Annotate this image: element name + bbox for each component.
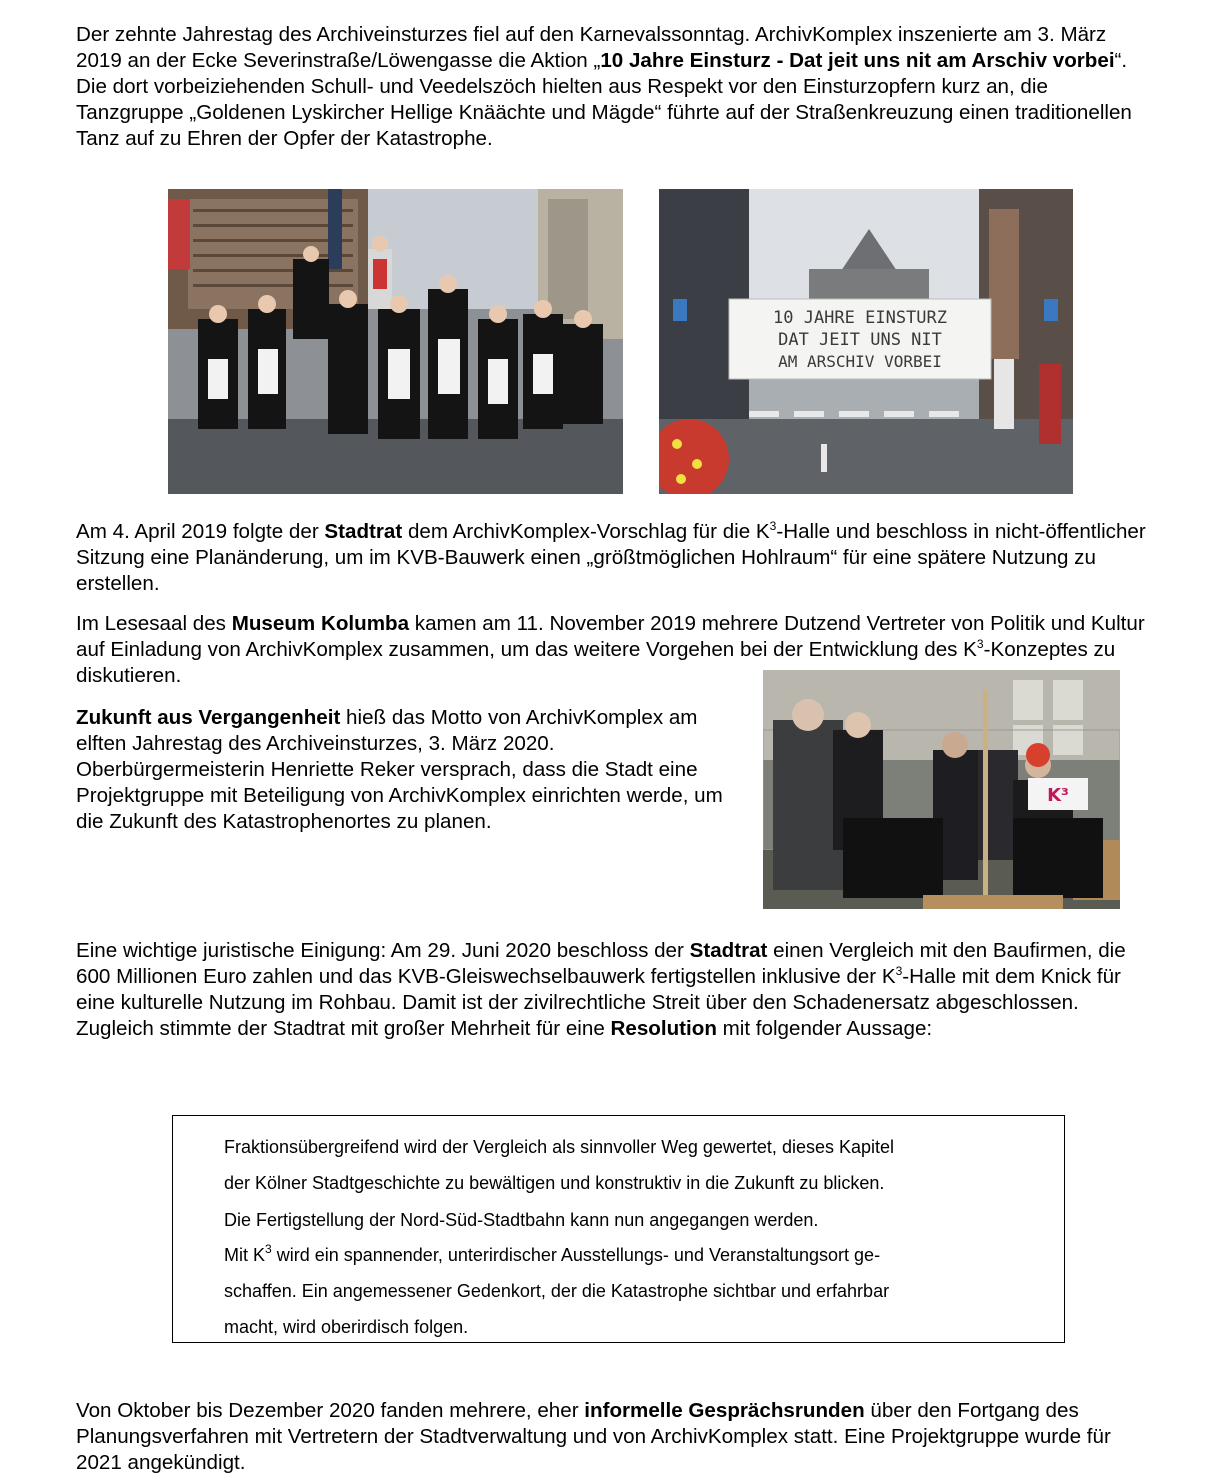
paragraph-stadtrat-2019: Am 4. April 2019 folgte der Stadtrat dem ArchivKomplex-Vorschlag für die $K^3$-Halle und beschloss in nicht-öffentlicher Sitzung eine Planänderung, um im KVB-Bauwerk einen „größtmöglichen Hohlraum“ für eine spätere Nutzung zu erstellen. <box>76 519 1146 595</box>
banner-text-line1: 10 JAHRE EINSTURZ <box>773 308 947 328</box>
k3-sign-label: K³ <box>1047 785 1069 806</box>
photo-speakers-event <box>763 670 1120 909</box>
banner-text-line2: DAT JEIT UNS NIT <box>778 330 942 350</box>
action-title: 10 Jahre Einsturz - Dat jeit uns nit am Arschiv vorbei <box>600 49 1115 72</box>
banner-text-line3: AM ARSCHIV VORBEI <box>778 352 942 371</box>
quote-line: schaffen. Ein angemessener Gedenkort, der die Katastrophe sichtbar und erfahrbar <box>224 1281 890 1301</box>
quote-line: Mit $K^3$ wird ein spannender, unterirdischer Ausstellungs- und Veranstaltungsort ge- <box>224 1242 881 1265</box>
photo-banner-street <box>659 189 1073 494</box>
photo-dance-group <box>168 189 623 494</box>
paragraph-motto-2020: Zukunft aus Vergangenheit hieß das Motto von ArchivKomplex am elften Jahrestag des Archiveinsturzes, 3. März 2020. Oberbürgermeisterin Henriette Reker versprach, dass die Stadt eine Projektgruppe mit Beteiligung von ArchivKomplex einrichten werde, um die Zukunft des Katastrophenortes zu planen. <box>76 706 723 833</box>
quote-line: der Kölner Stadtgeschichte zu bewältigen und konstruktiv in die Zukunft zu blicken. <box>224 1173 885 1193</box>
resolution-quote-box <box>172 1115 1065 1343</box>
paragraph-vergleich-2020: Eine wichtige juristische Einigung: Am 29. Juni 2020 beschloss der Stadtrat einen Vergleich mit den Baufirmen, die 600 Millionen Euro zahlen und das KVB-Gleiswechselbauwerk fertigstellen inklusive der $K^3$-Halle mit dem Knick für eine kulturelle Nutzung im Rohbau. Damit ist der zivilrechtliche Streit über den Schadenersatz abgeschlossen. Zugleich stimmte der Stadtrat mit großer Mehrheit für eine Resolution mit folgender Aussage: <box>76 939 1126 1040</box>
quote-line: macht, wird oberirdisch folgen. <box>224 1317 469 1337</box>
paragraph-anniversary-2019: Der zehnte Jahrestag des Archiveinsturzes fiel auf den Karnevalssonntag. ArchivKomplex inszenierte am 3. März 2019 an der Ecke Severinstraße/Löwengasse die Aktion „10 Jahre Einsturz - Dat jeit uns nit am Arschiv vorbei“. Die dort vorbeiziehenden Schull- und Veedelszöch hielten aus Respekt vor den Einsturzopfern kurz an, die Tanzgruppe „Goldenen Lyskircher Hellige Knäächte und Mägde“ führte auf der Straßenkreuzung einen traditionellen Tanz auf zu Ehren der Opfer der Katastrophe. <box>76 23 1132 150</box>
quote-line: Die Fertigstellung der Nord-Süd-Stadtbahn kann nun angegangen werden. <box>224 1210 819 1230</box>
paragraph-gespraechsrunden-2020: Von Oktober bis Dezember 2020 fanden mehrere, eher informelle Gesprächsrunden über den Fortgang des Planungsverfahren mit Vertretern der Stadtverwaltung und von ArchivKomplex statt. Eine Projektgruppe wurde für 2021 angekündigt. <box>76 1399 1111 1474</box>
paragraph-kolumba-2019: Im Lesesaal des Museum Kolumba kamen am 11. November 2019 mehrere Dutzend Vertreter von Politik und Kultur auf Einladung von ArchivKomplex zusammen, um das weitere Vorgehen bei der Entwicklung des $K^3$-Konzeptes zu diskutieren. <box>76 612 1145 687</box>
quote-line: Fraktionsübergreifend wird der Vergleich als sinnvoller Weg gewertet, dieses Kapitel <box>224 1137 895 1157</box>
